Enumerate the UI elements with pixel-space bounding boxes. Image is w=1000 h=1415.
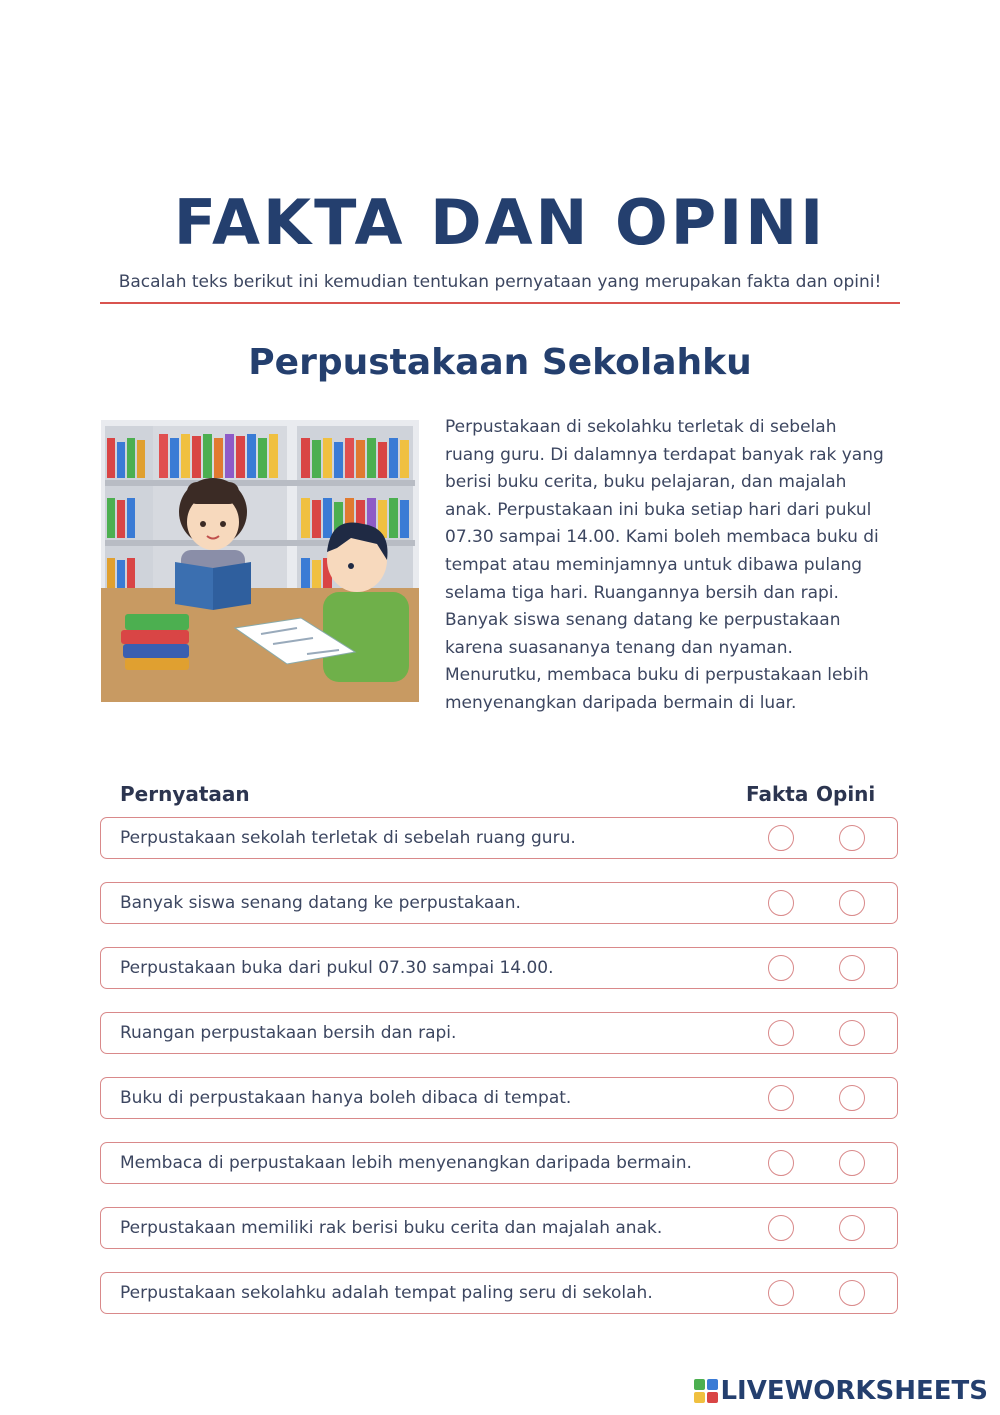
reading-title: Perpustakaan Sekolahku (248, 342, 752, 383)
library-illustration (101, 420, 419, 702)
passage-line: Perpustakaan di sekolahku terletak di sebelah (445, 417, 837, 437)
opini-radio[interactable] (839, 825, 865, 851)
passage-line: berisi buku cerita, buku pelajaran, dan majalah (445, 472, 847, 493)
opini-radio[interactable] (839, 1020, 865, 1046)
liveworksheets-brand (694, 1376, 988, 1406)
statement-row (100, 817, 898, 859)
fakta-radio[interactable] (768, 825, 794, 851)
fakta-radio[interactable] (768, 1020, 794, 1046)
fakta-radio[interactable] (768, 1150, 794, 1176)
opini-radio[interactable] (839, 955, 865, 981)
opini-radio[interactable] (839, 1085, 865, 1111)
passage-line: karena suasananya tenang dan nyaman. (445, 637, 793, 658)
opini-radio[interactable] (839, 1215, 865, 1241)
instruction-text: Bacalah teks berikut ini kemudian tentukan pernyataan yang merupakan fakta dan opini! (118, 272, 882, 292)
statement-row (100, 1207, 898, 1249)
passage-line: Menurutku, membaca buku di perpustakaan lebih (445, 665, 869, 686)
opini-radio[interactable] (839, 890, 865, 916)
statement-text: Banyak siswa senang datang ke perpustakaan. (120, 893, 521, 913)
passage-line: ruang guru. Di dalamnya terdapat banyak rak yang (445, 444, 884, 465)
statement-text: Perpustakaan sekolahku adalah tempat paling seru di sekolah. (120, 1283, 653, 1303)
fakta-radio[interactable] (768, 955, 794, 981)
page-title: FAKTA DAN OPINI (173, 186, 827, 259)
statement-row (100, 882, 898, 924)
statement-text: Perpustakaan buka dari pukul 07.30 sampai 14.00. (120, 958, 554, 978)
fakta-radio[interactable] (768, 1215, 794, 1241)
statement-row (100, 1142, 898, 1184)
statement-row (100, 947, 898, 989)
fakta-radio[interactable] (768, 1280, 794, 1306)
divider (100, 302, 900, 304)
passage-line: selama tiga hari. Ruangannya bersih dan rapi. (445, 582, 839, 603)
passage-line: anak. Perpustakaan ini buka setiap hari dari pukul (445, 499, 872, 520)
passage-line: Banyak siswa senang datang ke perpustakaan (445, 610, 841, 631)
opini-radio[interactable] (839, 1280, 865, 1306)
passage-line: 07.30 sampai 14.00. Kami boleh membaca buku di (445, 527, 879, 548)
column-header-opini: Opini (816, 782, 876, 806)
fakta-radio[interactable] (768, 890, 794, 916)
passage-line: tempat atau meminjamnya untuk dibawa pulang (445, 554, 863, 575)
column-header-statement: Pernyataan (120, 782, 250, 806)
statement-row (100, 1272, 898, 1314)
statement-row (100, 1012, 898, 1054)
column-header-fakta: Fakta (746, 782, 809, 806)
fakta-radio[interactable] (768, 1085, 794, 1111)
statement-text: Ruangan perpustakaan bersih dan rapi. (120, 1023, 457, 1043)
statement-text: Buku di perpustakaan hanya boleh dibaca di tempat. (120, 1088, 572, 1108)
passage-line: menyenangkan daripada bermain di luar. (445, 692, 797, 713)
statement-text: Membaca di perpustakaan lebih menyenangkan daripada bermain. (120, 1153, 692, 1173)
brand-text: LIVEWORKSHEETS (720, 1376, 988, 1406)
statement-text: Perpustakaan memiliki rak berisi buku cerita dan majalah anak. (120, 1218, 663, 1238)
liveworksheets-logo-icon (694, 1379, 718, 1403)
reading-passage (445, 414, 905, 718)
statement-row (100, 1077, 898, 1119)
statement-text: Perpustakaan sekolah terletak di sebelah ruang guru. (120, 828, 576, 848)
opini-radio[interactable] (839, 1150, 865, 1176)
